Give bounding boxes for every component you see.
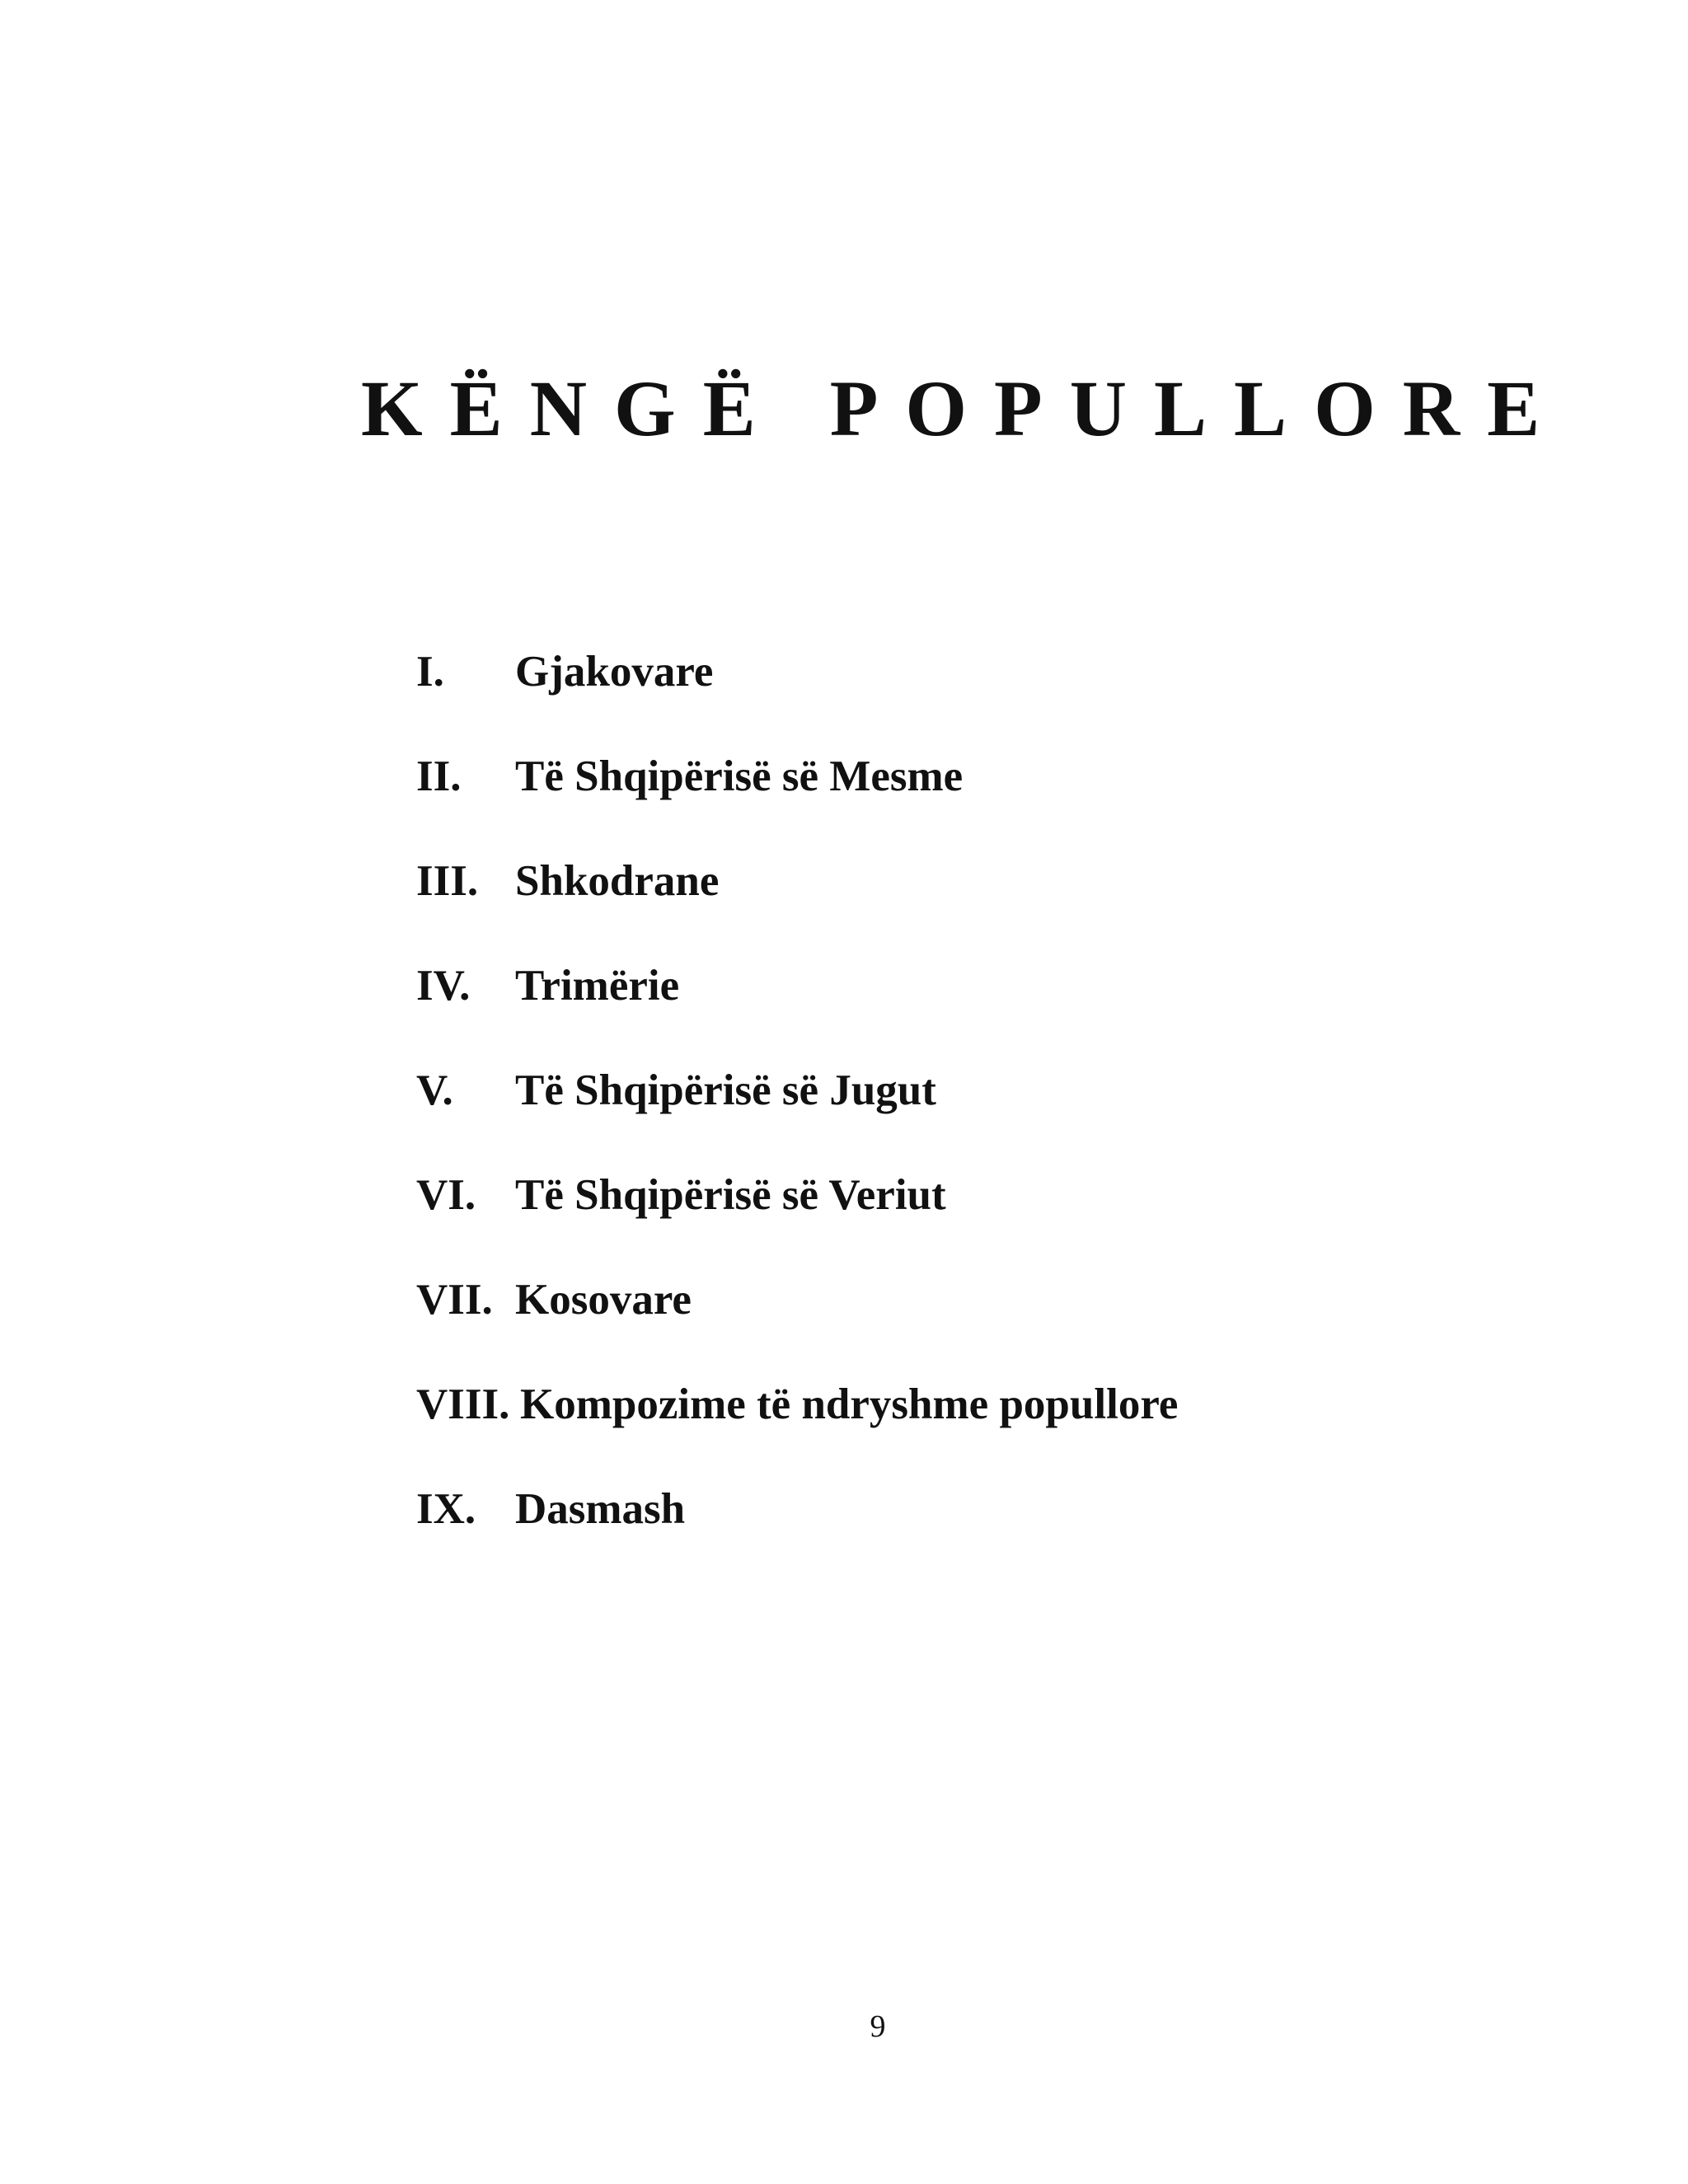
toc-numeral: II.: [416, 752, 462, 800]
toc-label: Dasmash: [515, 1485, 686, 1533]
toc-label: Të Shqipërisë së Mesme: [515, 752, 964, 800]
toc-label: Kompozime të ndryshme popullore: [520, 1380, 1179, 1428]
toc-numeral: IV.: [416, 962, 471, 1010]
toc-numeral: VII.: [416, 1276, 493, 1324]
toc-numeral: VIII.: [416, 1380, 510, 1428]
toc-numeral: I.: [416, 648, 444, 696]
toc-label: Gjakovare: [515, 648, 714, 696]
toc-label: Trimërie: [515, 962, 680, 1010]
toc-label: Të Shqipërisë së Jugut: [515, 1066, 936, 1114]
toc-numeral: IX.: [416, 1485, 476, 1533]
toc-numeral: VI.: [416, 1171, 476, 1219]
toc-label: Shkodrane: [515, 857, 720, 905]
toc-numeral: V.: [416, 1066, 453, 1114]
toc-numeral: III.: [416, 857, 479, 905]
toc-label: Kosovare: [515, 1276, 692, 1324]
page-number: 9: [870, 2009, 886, 2044]
toc-label: Të Shqipërisë së Veriut: [515, 1171, 946, 1219]
page-title: KËNGË POPULLORE: [361, 364, 1568, 452]
